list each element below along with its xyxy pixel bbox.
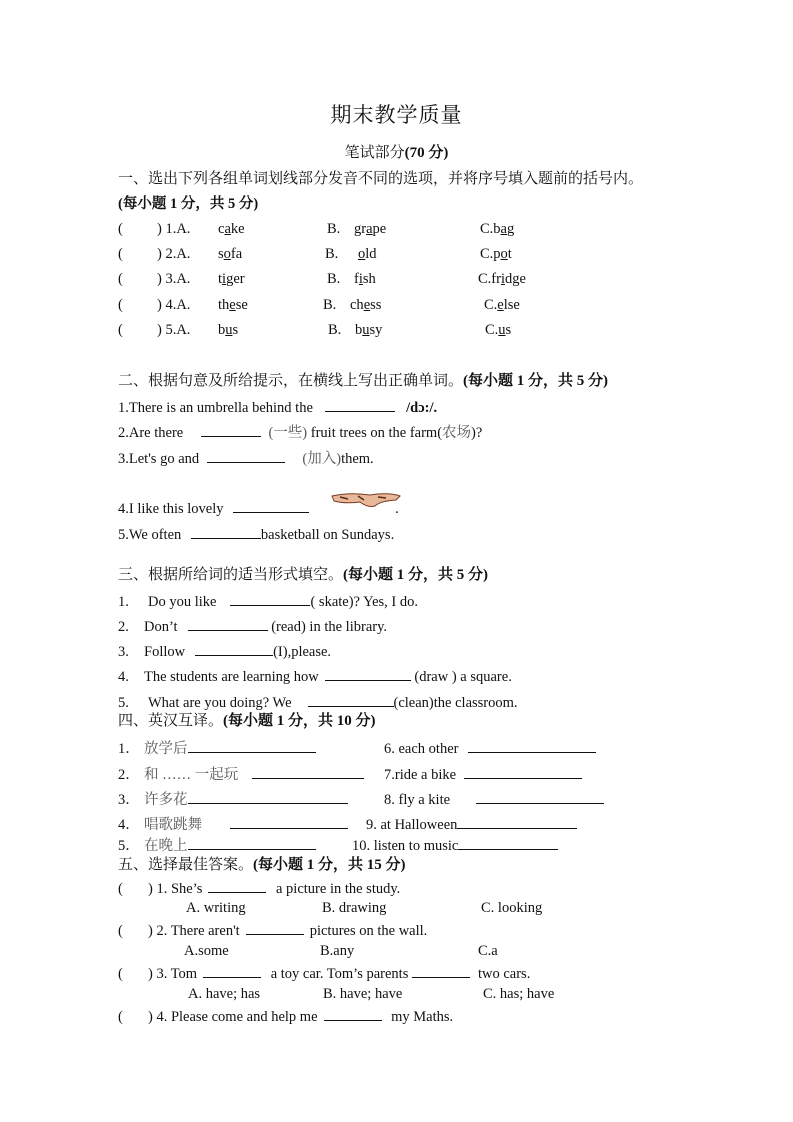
answer-blank[interactable] [476,789,604,804]
option-c-u: i [500,271,505,287]
s5-question [118,1006,453,1026]
option-a [218,296,248,314]
option-c [485,321,511,339]
question-text: ) 1. She’s [148,881,203,897]
chinese-phrase: 唱歌跳舞 [144,817,202,833]
answer-blank[interactable] [230,814,348,829]
option-c-post: lse [503,297,520,313]
question-text-2: a picture in the study. [272,881,401,897]
answer-blank[interactable] [464,764,582,779]
subtitle-score: (70 分) [404,145,449,161]
question-number: ) 2.A. [157,246,191,262]
option-b[interactable]: B.any [320,943,355,959]
question-number: 3. [118,644,129,660]
item-number: 1． [118,741,140,757]
option-a-pre: b [218,322,226,338]
s3-question [118,641,331,661]
option-a-post: s [232,322,239,338]
s4-right-item [384,764,582,784]
answer-blank[interactable] [188,738,316,753]
option-b-pre: b [355,322,363,338]
option-b-pre: f [354,271,359,287]
s2-question-4: 4.I like this lovely . [118,498,399,518]
option-b-post: sy [369,322,383,338]
answer-blank[interactable] [188,789,348,804]
question-text-2: pictures on the wall. [309,923,428,939]
option-b-u: i [358,271,363,287]
item-number: 2． [118,767,140,783]
answer-paren[interactable]: ( [118,221,123,237]
question-text: ) 2. There aren't [148,923,240,939]
option-a [218,220,245,238]
option-a[interactable]: A.some [184,943,229,959]
s5-question [118,963,530,983]
question-number: 1. [118,594,129,610]
answer-paren[interactable]: ( [118,246,123,262]
s1-question-row [0,270,793,288]
option-c-pre: C. [485,322,499,338]
option-a-pre: s [218,246,224,262]
s1-question-row [0,220,793,238]
option-a[interactable]: A. writing [186,900,246,916]
option-b [354,220,386,238]
option-c [480,220,514,238]
option-a-post: se [235,297,248,313]
option-b-u: e [363,297,371,313]
answer-blank[interactable] [191,524,261,539]
option-b[interactable]: B. have; have [323,986,403,1002]
option-c-pre: C.b [480,221,501,237]
question-number: 4. [118,669,129,685]
s3-question [118,616,387,636]
s3-question [118,666,512,686]
question-number: ) 3.A. [157,271,191,287]
option-b-pre: gr [354,221,367,237]
option-a-pre: t [218,271,223,287]
question-suffix: (draw ) a square. [410,669,512,685]
option-a [218,321,238,339]
answer-blank[interactable] [188,616,268,631]
option-c[interactable]: C. has; have [483,986,555,1002]
english-phrase: 7.ride a bike [384,767,457,783]
option-c-u: a [500,221,507,237]
answer-blank[interactable] [457,814,577,829]
s2-question-2: 2.Are there (一些) fruit trees on the farm(农场)? [118,422,482,442]
question-number: 2. [118,619,129,635]
option-b-label: B. [325,246,339,262]
answer-paren[interactable]: ( [118,881,123,897]
option-b [352,245,377,263]
option-c-pre: C.p [480,246,501,262]
question-text-2: my Maths. [387,1009,454,1025]
s4-left-item [118,814,348,834]
option-b-u: o [358,246,366,262]
answer-paren[interactable]: ( [118,1009,123,1025]
question-text: ) 3. Tom [148,966,198,982]
option-c [478,270,526,288]
option-b-label: B. [327,221,341,237]
option-c-u: e [497,297,504,313]
option-b-post: sh [362,271,376,287]
english-phrase: 8. fly a kite [384,792,451,808]
s1-question-row [0,245,793,263]
option-b [355,321,382,339]
subtitle-text: 笔试部分 [344,145,405,161]
s4-left-item [118,764,364,784]
s4-left-item [118,789,348,809]
option-a-pre: c [218,221,225,237]
section1-heading: 一、选出下列各组单词划线部分发音不同的选项，并将序号填入题前的括号内。 [118,171,644,187]
s1-question-row [0,296,793,314]
answer-blank[interactable] [324,1006,382,1021]
section1-note: (每小题 1 分，共 5 分) [118,196,259,212]
option-b-label: B. [328,322,342,338]
section5-heading: 五、选择最佳答案。(每小题 1 分，共 15 分) [118,857,406,873]
english-phrase: 10. listen to music [352,838,459,854]
option-c-pre: C.fr [478,271,501,287]
option-c-post: dge [505,271,526,287]
option-c[interactable]: C.a [478,943,498,959]
option-c [484,296,520,314]
answer-blank[interactable] [188,835,316,850]
s2-question-5: 5.We often basketball on Sundays. [118,524,394,544]
option-b-post: ld [365,246,377,262]
option-c-u: o [500,246,508,262]
answer-blank[interactable] [233,498,309,513]
option-c [480,245,512,263]
item-number: 5． [118,838,140,854]
answer-paren[interactable]: ( [118,966,123,982]
option-c-pre: C. [484,297,498,313]
option-b-u: a [366,221,373,237]
answer-blank[interactable] [412,963,470,978]
item-number: 3． [118,792,140,808]
question-text: The students are learning how [144,669,319,685]
option-c[interactable]: C. looking [481,900,543,916]
answer-blank[interactable] [252,764,364,779]
english-phrase: 9. at Halloween [366,817,458,833]
s3-question [118,591,418,611]
answer-blank[interactable] [230,591,310,606]
s4-right-item [366,814,577,834]
option-a-pre: th [218,297,230,313]
option-a-u: u [225,322,233,338]
option-a[interactable]: A. have; has [188,986,261,1002]
answer-paren[interactable]: ( [118,322,123,338]
question-number: ) 1.A. [157,221,191,237]
subtitle [0,144,793,162]
answer-blank[interactable] [208,878,266,893]
answer-paren[interactable]: ( [118,271,123,287]
answer-blank[interactable] [203,963,261,978]
option-b [354,270,376,288]
option-a-post: ger [226,271,245,287]
answer-blank[interactable] [325,666,411,681]
section4-heading: 四、英汉互译。(每小题 1 分，共 10 分) [118,713,376,729]
option-a-u: a [224,221,231,237]
s1-question-row [0,321,793,339]
option-c-post: g [506,221,515,237]
chinese-phrase: 放学后 [144,741,188,757]
option-a [218,270,245,288]
question-text: What are you doing? We [148,695,292,711]
chinese-phrase: 和 …… 一起玩 [144,767,239,783]
option-c-post: s [505,322,512,338]
answer-paren[interactable]: ( [118,923,123,939]
answer-paren[interactable]: ( [118,297,123,313]
option-b-pre: ch [350,297,364,313]
option-c-u: u [498,322,506,338]
answer-blank[interactable] [308,692,394,707]
section3-heading: 三、根据所给词的适当形式填空。(每小题 1 分，共 5 分) [118,567,489,583]
answer-blank[interactable] [207,448,285,463]
option-a-u: o [223,246,231,262]
item-number: 4． [118,817,140,833]
english-phrase: 6. each other [384,741,459,757]
s2-question-3: 3.Let's go and (加入)them. [118,448,374,468]
question-number: ) 4.A. [157,297,191,313]
page-title: 期末教学质量 [330,103,463,127]
answer-blank[interactable] [246,920,304,935]
answer-blank[interactable] [325,397,395,412]
option-b-label: B. [323,297,337,313]
option-a-u: i [222,271,227,287]
option-c-post: t [507,246,512,262]
s4-right-item [384,789,604,809]
tiger-picture [330,492,402,508]
s4-left-item [118,835,316,855]
question-suffix: (I),please. [273,644,332,660]
s3-question [118,692,518,712]
chinese-phrase: 许多花 [144,792,188,808]
option-b-post: pe [372,221,387,237]
question-suffix: ( skate)? Yes, I do. [310,594,418,610]
question-suffix: (read) in the library. [267,619,388,635]
option-b-label: B. [327,271,341,287]
option-b-u: u [362,322,370,338]
option-b [350,296,381,314]
option-a-post: fa [230,246,243,262]
s5-question [118,878,400,898]
question-text-3: two cars. [474,966,531,982]
question-text-2: a toy car. Tom’s parents [267,966,409,982]
question-number: ) 5.A. [157,322,191,338]
option-a [218,245,242,263]
chinese-phrase: 在晚上 [144,838,188,854]
answer-blank[interactable] [195,641,273,656]
option-b-post: ss [370,297,382,313]
s4-right-item [384,738,596,758]
s4-left-item [118,738,316,758]
question-text: Don’t [144,619,178,635]
option-b[interactable]: B. drawing [322,900,387,916]
answer-blank[interactable] [458,835,558,850]
option-a-post: ke [230,221,245,237]
s4-right-item [352,835,558,855]
question-suffix: (clean)the classroom. [393,695,518,711]
option-a-u: e [229,297,236,313]
question-text: Do you like [148,594,217,610]
section2-heading: 二、根据句意及所给提示，在横线上写出正确单词。(每小题 1 分，共 5 分) [118,373,609,389]
question-text: ) 4. Please come and help me [148,1009,318,1025]
question-number: 5. [118,695,129,711]
s5-question [118,920,427,940]
s2-question-1: 1.There is an umbrella behind the /dɔ:/. [118,397,437,417]
answer-blank[interactable] [201,422,261,437]
answer-blank[interactable] [468,738,596,753]
question-text: Follow [144,644,186,660]
